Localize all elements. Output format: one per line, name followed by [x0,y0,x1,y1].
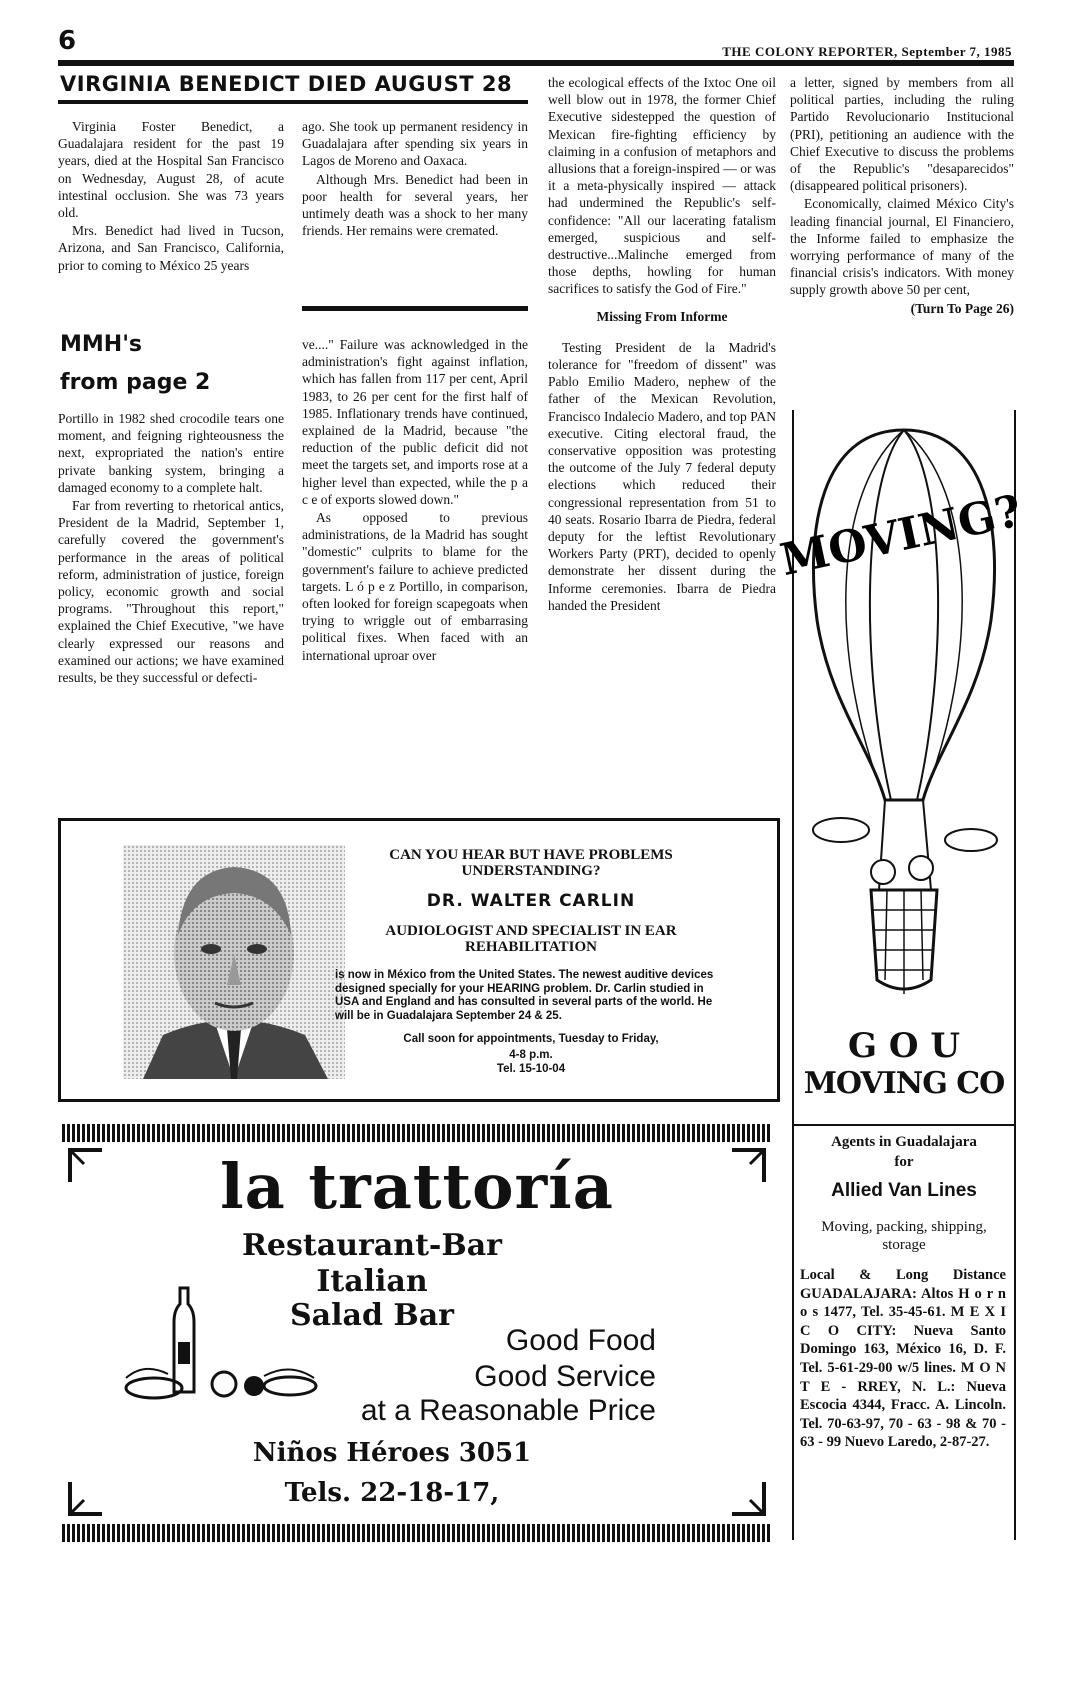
masthead: THE COLONY REPORTER, September 7, 1985 [722,44,1012,59]
mmh-subheadline: from page 2 [60,370,211,395]
continued-line: (Turn To Page 26) [910,300,1014,316]
carlin-question: CAN YOU HEAR BUT HAVE PROBLEMS UNDERSTANDING? [389,847,673,879]
obituary-headline-rule [58,100,528,104]
carlin-hours: 4-8 p.m. [509,1049,553,1061]
paragraph: Virginia Foster Benedict, a Guadalajara resident for the past 19 years, died at the Hospital San Francisco on Wednesday, August 28, of acute intestinal occlusion. She was 73 years old. [58,119,284,221]
trattoria-slogan2: Good Service [474,1360,656,1393]
obituary-headline: VIRGINIA BENEDICT DIED AUGUST 28 [60,72,513,96]
bottle-food-illustration [114,1282,324,1402]
carlin-body: is now in México from the United States. The newest auditive devices designed specially for your HEARING problem. Dr. Carlin studied in USA and England and has consulted in several parts of the world. He will be in Guadalajara September 24 & 25. [335,969,714,1022]
page-number: 6 [58,26,77,56]
paragraph: Portillo in 1982 shed crocodile tears one moment, and feigning righteousness the next, expropriated the nation's entire private banking system, bringing a damaged economy to a complete halt. [58,411,284,495]
moving-services: Moving, packing, shipping, storage [821,1219,987,1253]
mmh-column-4 [790,74,1014,317]
company-name-line2: MOVING CO [803,1066,1005,1101]
carlin-ad [58,818,780,1102]
moving-ad [776,410,1026,1540]
section-subhead: Missing From Informe [596,308,728,324]
paragraph: ve...." Failure was acknowledged in the administration's fight against inflation, which has fallen from 117 per cent, April 1983, to 26 per cent for the first half of 1985. Inflationary trends have continued, explained de la Madrid, because "the reduction of the public deficit did not meet the targets set, and imports rose at a higher level than expected, while the p a c e of exports slowed down." [302,337,528,507]
portrait-photo [123,845,345,1079]
carlin-tel: Tel. 15-10-04 [496,1063,566,1075]
obituary-column-2 [302,118,528,240]
header-rule [58,60,1014,66]
moving-divider [794,1124,1014,1126]
trattoria-address: Niños Héroes 3051 [252,1438,532,1468]
trattoria-line2: Italian [316,1264,428,1299]
paragraph: Although Mrs. Benedict had been in poor health for several years, her untimely death was a shock to her many friends. Her remains were cremated. [302,171,528,239]
mmh-headline: MMH's [60,332,143,357]
balloon-text: MOVING? [776,485,1026,587]
trattoria-line3: Salad Bar [290,1298,454,1333]
moving-agents: Agents in Guadalajara [831,1134,977,1150]
mmh-column-3 [548,74,776,615]
trattoria-tels: Tels. 22-18-17, [284,1478,500,1508]
obituary-column-1 [58,118,284,275]
carlin-title: AUDIOLOGIST AND SPECIALIST IN EAR REHABILITATION [385,923,677,955]
paragraph: Testing President de la Madrid's tolerance for "freedom of dissent" was Pablo Emilio Madero, nephew of the father of the Mexican Revolution, Francisco Indalecio Madero, and top PAN executive. Citing electoral fraud, the conservative opposition was protesting the outcome of the July 7 federal deputy elections which reduced their congressional representation from 51 to 40 seats. Rosario Ibarra de Piedra, federal deputy for the leftist Revolutionary Workers Party (PRT), decided to openly demonstrate her dissent during the Informe ceremonies. Ibarra de Piedra handed the President [548,339,776,613]
paragraph: a letter, signed by members from all political parties, including the ruling Partido Revolucionario Institucional (PRI), petitioning an audience with the Chief Executive to discuss the problems of the Republic's "desaparecidos" (disappeared political prisoners). [790,75,1014,194]
hot-air-balloon-illustration [776,420,1026,1020]
paragraph: As opposed to previous administrations, de la Madrid has sought "domestic" culprits to blame for the government's failure to achieve predicted targets. L ó p e z Portillo, in comparison, often looked for foreign scapegoats when trying to wriggle out of embarrasing political fixes. When faced with an international uproar over [302,510,528,663]
corner-ornament-icon [66,1478,106,1518]
trattoria-slogan1: Good Food [505,1324,656,1357]
moving-details: Local & Long Distance GUADALAJARA: Altos H o r n o s 1477, Tel. 35-45-61. M E X I C O CITY: Nueva Santo Domingo 163, México 16, D. F. Tel. 5-61-29-00 w/5 lines. M O N T E - RREY, N. L.: Nueva Escocia 4344, Fracc. A. Lincoln. Tel. 70-63-97, 70 - 63 - 98 & 70 - 63 - 99 Nuevo Laredo, 2-87-27. [800,1267,1006,1451]
trattoria-bottom-border [62,1524,772,1542]
paragraph: Mrs. Benedict had lived in Tucson, Arizona, and San Francisco, California, prior to coming to México 25 years [58,223,284,273]
trattoria-line1: Restaurant-Bar [242,1228,502,1263]
company-name-line1: G O U [848,1026,960,1066]
paragraph: ago. She took up permanent residency in Guadalajara after spending six years in Lagos de Moreno and Oaxaca. [302,119,528,169]
corner-ornament-icon [728,1478,768,1518]
trattoria-top-border [62,1124,772,1142]
trattoria-name: la trattoría [220,1150,614,1223]
mmh-column-2 [302,336,528,665]
paragraph: the ecological effects of the Ixtoc One oil well blow out in 1978, the former Chief Executive sidestepped the question of Mexican fire-fighting efficiency by claiming in a confusion of metaphors and allusions that a foreign-inspired — or was it a meta-physically inspired — attack had undermined the Republic's self-confidence: "All our lacerating fatalism emerged, suspicious and self-destructive...Malinche emerged from those depths, howling for human sacrifices to satisfy the God of Fire." [548,75,776,297]
moving-for: for [894,1154,914,1170]
paragraph: Economically, claimed México City's leading financial journal, El Financiero, the Informe failed to emphasize the worrying performance of many of the financial crisis's indicators. With money supply growth above 50 per cent, [790,196,1014,298]
carlin-name: DR. WALTER CARLIN [426,891,636,911]
mmh-column-1 [58,410,284,687]
trattoria-ad [62,1142,772,1522]
moving-allied: Allied Van Lines [831,1180,977,1201]
paragraph: Far from reverting to rhetorical antics, President de la Madrid, September 1, carefully covered the government's performance in the areas of political reform, administration of justice, foreign policy, economic growth and social programs. "Throughout this report," explained the Chief Executive, "we have clearly expressed our reasons and examined our actions; we have examined results, be they successful or defecti- [58,498,284,686]
carlin-call: Call soon for appointments, Tuesday to Friday, [403,1033,659,1045]
obituary-end-rule [302,306,528,311]
trattoria-slogan3: at a Reasonable Price [360,1394,656,1427]
